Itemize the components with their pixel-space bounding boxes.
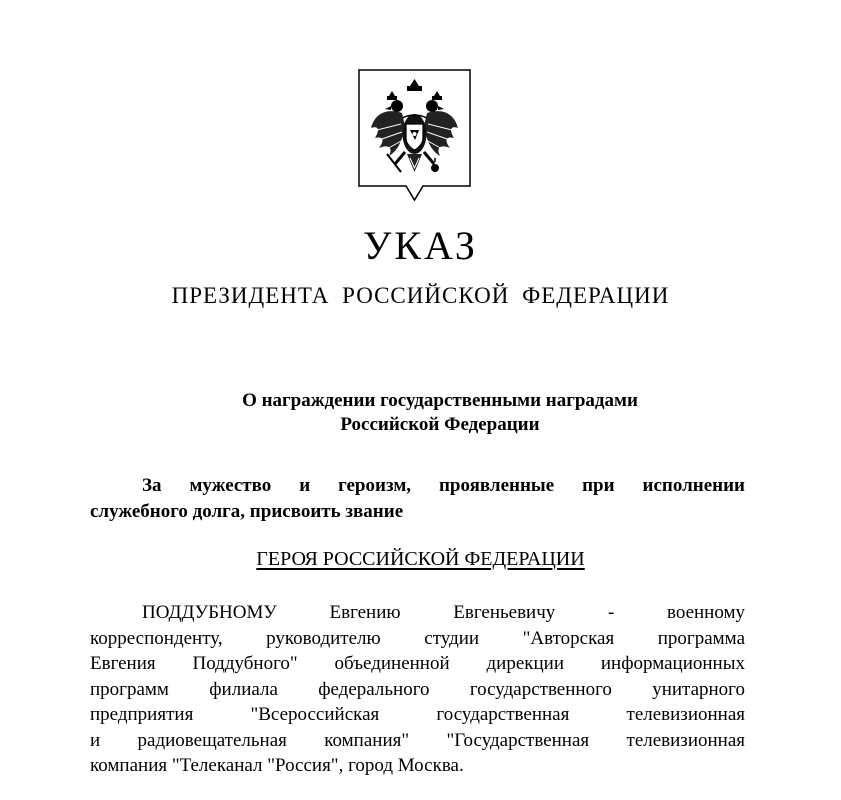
document-subtitle: ПРЕЗИДЕНТА РОССИЙСКОЙ ФЕДЕРАЦИИ: [171, 283, 670, 308]
body-line: программ филиала федерального государственного унитарного: [90, 678, 745, 700]
body-line: и радиовещательная компания" "Государственная телевизионная: [90, 729, 745, 751]
document-heading-line: О награждении государственными наградами: [242, 390, 638, 411]
intro-paragraph: [90, 473, 745, 524]
double-headed-eagle-emblem-icon: [357, 68, 472, 202]
award-title: [0, 548, 841, 571]
body-line: компания "Телеканал "Россия", город Москва.: [90, 755, 464, 776]
body-line: корреспонденту, руководителю студии "Авторская программа: [90, 627, 745, 649]
body-line: предприятия "Всероссийская государственная телевизионная: [90, 704, 745, 725]
document-title: УКАЗ: [363, 223, 478, 268]
awardee-paragraph: [90, 600, 745, 779]
body-line: ПОДДУБНОМУ Евгению Евгеньевичу - военному: [142, 602, 745, 623]
document-heading-line: Российской Федерации: [340, 414, 540, 435]
document-heading: [160, 389, 720, 437]
coat-of-arms-emblem: [357, 68, 472, 202]
intro-line: служебного долга, присвоить звание: [90, 500, 404, 522]
body-line: Евгения Поддубного" объединенной дирекции информационных: [90, 653, 745, 674]
award-title-text: ГЕРОЯ РОССИЙСКОЙ ФЕДЕРАЦИИ: [256, 548, 585, 570]
intro-line: За мужество и героизм, проявленные при исполнении: [142, 475, 745, 496]
